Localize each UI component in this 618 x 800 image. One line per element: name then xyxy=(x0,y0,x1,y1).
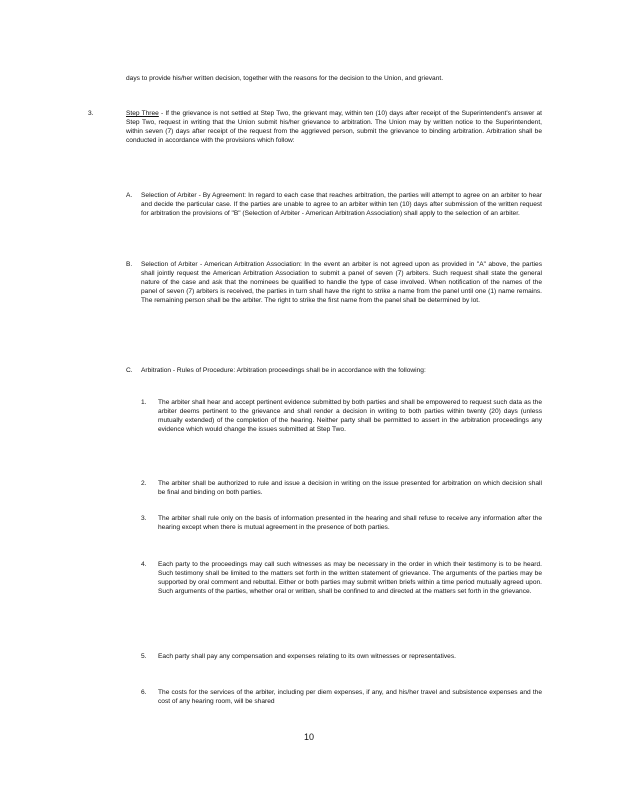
step-three-number: 3. xyxy=(88,110,94,117)
step-three-heading: Step Three xyxy=(126,110,159,117)
rule-5-paragraph: Each party shall pay any compensation and expenses relating to its own witnesses or representatives. xyxy=(158,653,456,660)
page-number: 10 xyxy=(303,732,314,742)
section-b-paragraph: Selection of Arbiter - American Arbitration Association: In the event an arbiter is not agreed upon as provided in "A" above, the parties shall jointly request the American Arbitration Association to submit a panel of seven (7) arbiters. Such request shall state the general nature of the case and ask that the nominees be qualified to handle the type of case involved. When notification of the names of the panel of seven (7) arbiters is received, the parties in turn shall have the right to strike a name from the panel until one (1) name remains. The remaining person shall be the arbiter. The right to strike the first name from the panel shall be determined by lot. xyxy=(141,261,542,304)
rule-5-number: 5. xyxy=(141,653,147,660)
rule-3-paragraph: The arbiter shall rule only on the basis of information presented in the hearing and shall refuse to receive any information after the hearing except when there is mutual agreement in the presence of both parties. xyxy=(158,515,542,531)
rule-3-number: 3. xyxy=(141,515,147,522)
rule-1-number: 1. xyxy=(141,399,147,406)
rule-6-number: 6. xyxy=(141,689,147,696)
rule-2-number: 2. xyxy=(141,480,147,487)
step-three-paragraph xyxy=(126,109,542,145)
section-b-letter: B. xyxy=(126,261,133,268)
continuation-paragraph: days to provide his/her written decision, together with the reasons for the decision to the Union, and grievant. xyxy=(126,75,444,82)
rule-1-paragraph: The arbiter shall hear and accept pertinent evidence submitted by both parties and shall be empowered to request such data as the arbiter deems pertinent to the grievance and shall render a decision in writing to both parties within twenty (20) days (unless mutually extended) of the completion of the hearing. Neither party shall be permitted to assert in the arbitration proceedings any evidence which would change the issues submitted at Step Two. xyxy=(158,399,542,433)
step-three-text: - If the grievance is not settled at Step Two, the grievant may, within ten (10) days after receipt of the Superintendent's answer at Step Two, request in writing that the Union submit his/her grievance to arbitration. The Union may by written notice to the Superintendent, within seven (7) days after receipt of the request from the aggrieved person, submit the grievance to binding arbitration. Arbitration shall be conducted in accordance with the provisions which follow: xyxy=(126,110,542,144)
rule-4-number: 4. xyxy=(141,561,147,568)
section-a-paragraph: Selection of Arbiter - By Agreement: In regard to each case that reaches arbitration, the parties will attempt to agree on an arbiter to hear and decide the particular case. If the parties are unable to agree to an arbiter within ten (10) days after submission of the written request for arbitration the provisions of "B" (Selection of Arbiter - American Arbitration Association) shall apply to the selection of an arbiter. xyxy=(141,192,542,217)
rule-6-paragraph: The costs for the services of the arbiter, including per diem expenses, if any, and his/her travel and subsistence expenses and the cost of any hearing room, will be shared xyxy=(158,689,542,705)
section-c-letter: C. xyxy=(126,367,133,374)
rule-2-paragraph: The arbiter shall be authorized to rule and issue a decision in writing on the issue presented for arbitration on which decision shall be final and binding on both parties. xyxy=(158,480,542,496)
section-a-letter: A. xyxy=(126,192,133,199)
section-c-paragraph: Arbitration - Rules of Procedure: Arbitration proceedings shall be in accordance with the following: xyxy=(141,367,426,374)
rule-4-paragraph: Each party to the proceedings may call such witnesses as may be necessary in the order in which their testimony is to be heard. Such testimony shall be limited to the matters set forth in the written statement of grievance. The arguments of the parties may be supported by oral comment and rebuttal. Either or both parties may submit written briefs within a time period mutually agreed upon. Such arguments of the parties, whether oral or written, shall be confined to and directed at the matters set forth in the grievance. xyxy=(158,561,542,595)
